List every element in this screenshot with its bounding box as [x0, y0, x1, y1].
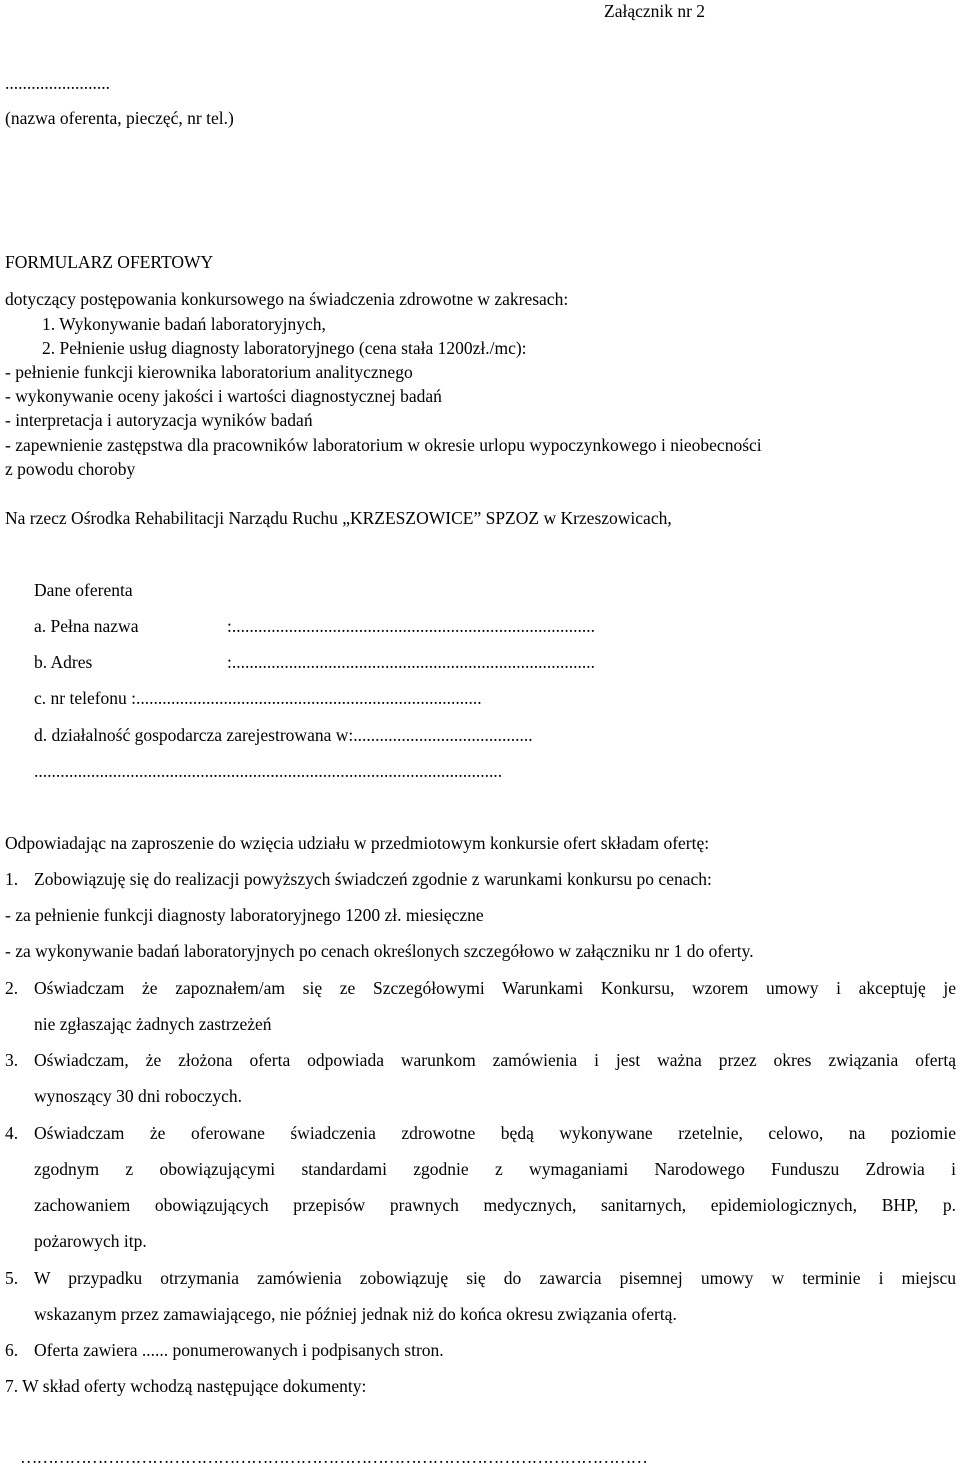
point-3-line-2: wynoszący 30 dni roboczych. [34, 1086, 242, 1106]
point-4-number: 4. [5, 1123, 19, 1143]
offerer-heading: Dane oferenta [34, 580, 133, 600]
address-field: :................................................................................... [227, 652, 595, 672]
form-title: FORMULARZ OFERTOWY [5, 252, 214, 272]
duty-item: z powodu choroby [5, 459, 136, 479]
offerer-dots: ........................ [5, 73, 110, 93]
point-4-line-3: zachowaniem obowiązujących przepisów prawnych medycznych, sanitarnych, epidemiologicznych, BHP, p. [34, 1195, 956, 1215]
offerer-caption: (nazwa oferenta, pieczęć, nr tel.) [5, 108, 234, 128]
final-dots: …………………………………………………………………………………………………… [20, 1447, 647, 1467]
point-4-line-4: pożarowych itp. [34, 1231, 147, 1251]
full-name-label: a. Pełna nazwa [34, 616, 139, 636]
point-1-sub-2: - za wykonywanie badań laboratoryjnych po cenach określonych szczegółowo w załączniku nr 1 do oferty. [5, 941, 754, 961]
point-7-text: 7. W skład oferty wchodzą następujące dokumenty: [5, 1376, 367, 1396]
point-6-text: Oferta zawiera ...... ponumerowanych i podpisanych stron. [34, 1340, 444, 1360]
point-6-number: 6. [5, 1340, 19, 1360]
offer-statement: Odpowiadając na zaproszenie do wzięcia udziału w przedmiotowym konkursie ofert składam ofertę: [5, 833, 710, 853]
address-label: b. Adres [34, 652, 93, 672]
registration-continuation: ........................................................................................................... [34, 761, 503, 781]
phone-field: c. nr telefonu :............................................................................... [34, 688, 482, 708]
duty-item: - pełnienie funkcji kierownika laboratorium analitycznego [5, 362, 413, 382]
full-name-field: :................................................................................... [227, 616, 595, 636]
point-2-number: 2. [5, 978, 19, 998]
attachment-label: Załącznik nr 2 [604, 1, 706, 21]
point-1-sub-1: - za pełnienie funkcji diagnosty laboratoryjnego 1200 zł. miesięczne [5, 905, 484, 925]
point-5-line-2: wskazanym przez zamawiającego, nie później jednak niż do końca okresu związania ofertą. [34, 1304, 677, 1324]
on-behalf-line: Na rzecz Ośrodka Rehabilitacji Narządu Ruchu „KRZESZOWICE” SPZOZ w Krzeszowicach, [5, 508, 672, 528]
form-intro: dotyczący postępowania konkursowego na świadczenia zdrowotne w zakresach: [5, 289, 569, 309]
point-5-line-1: W przypadku otrzymania zamówienia zobowiązuję się do zawarcia pisemnej umowy w terminie i miejscu [34, 1268, 956, 1288]
duty-item: - wykonywanie oceny jakości i wartości diagnostycznej badań [5, 386, 442, 406]
point-1-text: Zobowiązuję się do realizacji powyższych świadczeń zgodnie z warunkami konkursu po cenach: [34, 869, 712, 889]
point-1-number: 1. [5, 869, 19, 889]
point-2-line-1: Oświadczam że zapoznałem/am się ze Szczegółowymi Warunkami Konkursu, wzorem umowy i akceptuję je [34, 978, 956, 998]
duty-item: - interpretacja i autoryzacja wyników badań [5, 410, 313, 430]
point-3-line-1: Oświadczam, że złożona oferta odpowiada warunkom zamówienia i jest ważna przez okres związania ofertą [34, 1050, 956, 1070]
point-3-number: 3. [5, 1050, 19, 1070]
scope-item-2: 2. Pełnienie usług diagnosty laboratoryjnego (cena stała 1200zł./mc): [42, 338, 527, 358]
registration-field: d. działalność gospodarcza zarejestrowana w:......................................... [34, 725, 533, 745]
point-5-number: 5. [5, 1268, 19, 1288]
point-2-line-2: nie zgłaszając żadnych zastrzeżeń [34, 1014, 272, 1034]
duty-item: - zapewnienie zastępstwa dla pracowników laboratorium w okresie urlopu wypoczynkowego i nieobecności [5, 435, 762, 455]
scope-item-1: 1. Wykonywanie badań laboratoryjnych, [42, 314, 326, 334]
point-4-line-2: zgodnym z obowiązującymi standardami zgodnie z wymaganiami Narodowego Funduszu Zdrowia i [34, 1159, 956, 1179]
point-4-line-1: Oświadczam że oferowane świadczenia zdrowotne będą wykonywane rzetelnie, celowo, na poziomie [34, 1123, 956, 1143]
